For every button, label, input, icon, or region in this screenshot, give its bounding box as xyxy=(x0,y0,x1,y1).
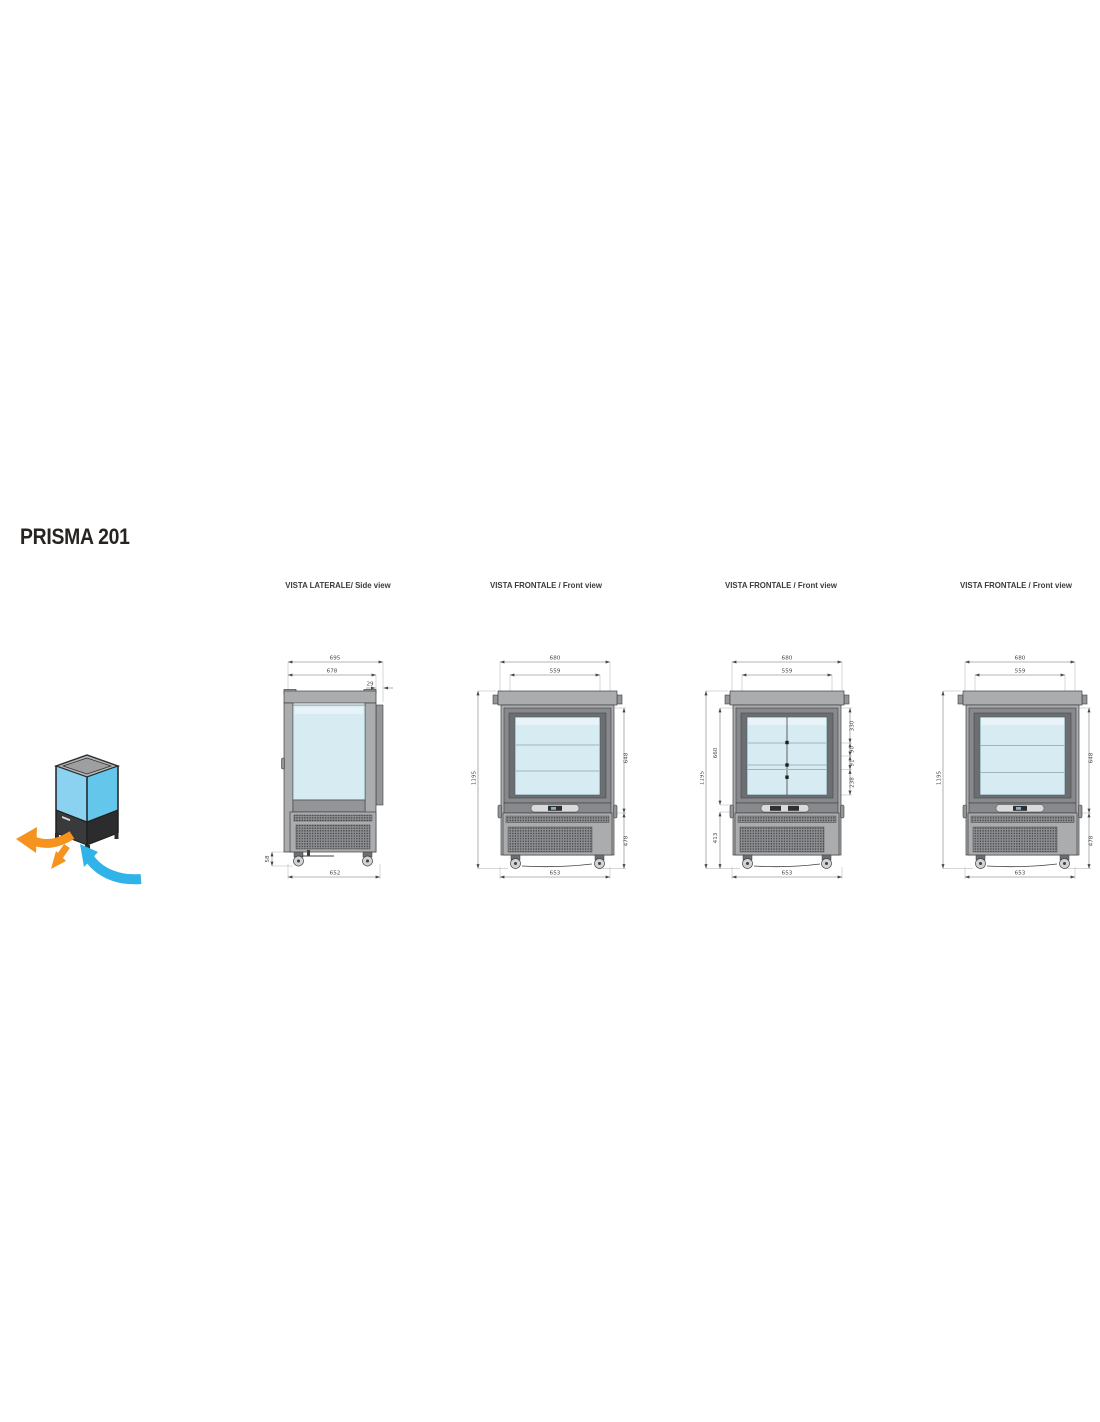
vent-grille-strip xyxy=(738,816,836,823)
cabinet-front-view-1 xyxy=(493,691,622,869)
view-label-front-3: VISTA FRONTALE / Front view xyxy=(960,580,1072,590)
dim-f1-width-bottom: 653 xyxy=(549,870,561,877)
dim-side-caster-height: 58 xyxy=(265,855,271,863)
airflow-icon xyxy=(12,750,162,890)
caster-left xyxy=(743,855,753,869)
drawing-front-view-2 xyxy=(700,645,870,890)
side-bumper xyxy=(730,805,734,818)
drain-bar xyxy=(522,864,592,867)
shelf-bracket xyxy=(785,776,788,779)
dim-f1-glass-width: 559 xyxy=(549,668,561,675)
vent-grille xyxy=(296,825,370,849)
side-bumper xyxy=(282,758,285,769)
drain-bar xyxy=(987,864,1057,867)
control-panel xyxy=(761,805,809,813)
side-bumper xyxy=(841,805,845,818)
dim-f3-lower-height: 478 xyxy=(1088,835,1095,847)
dim-f3-height-overall: 1195 xyxy=(936,770,943,786)
side-bumper xyxy=(498,805,502,818)
cabinet-front-view-2 xyxy=(725,691,849,869)
dim-f2-width-overall: 680 xyxy=(781,655,793,662)
dim-f2-glass-width: 559 xyxy=(781,668,793,675)
caster-right xyxy=(595,855,605,869)
dim-f3-width-overall: 680 xyxy=(1014,655,1026,662)
dim-side-back-offset: 29 xyxy=(366,681,374,688)
shelf-bracket xyxy=(785,763,788,766)
view-label-front-1: VISTA FRONTALE / Front view xyxy=(490,580,602,590)
caster-rear xyxy=(363,852,373,866)
side-bumper xyxy=(963,805,967,818)
dim-f2-shelf-seg-2: 90 xyxy=(849,745,856,754)
top-cap xyxy=(963,691,1082,705)
drawing-front-view-1 xyxy=(470,645,645,890)
dim-side-width-overall: 695 xyxy=(329,655,341,662)
drawing-front-view-3 xyxy=(935,645,1100,890)
top-cap xyxy=(730,691,844,705)
vent-grille-strip xyxy=(506,816,609,823)
dim-f3-width-bottom: 653 xyxy=(1014,870,1026,877)
dim-f3-upper-height: 648 xyxy=(1088,752,1095,764)
vent-grille xyxy=(508,827,592,852)
vent-grille-strip xyxy=(971,816,1074,823)
glass-side-panel xyxy=(293,705,365,800)
air-in-arrow xyxy=(80,844,141,879)
dim-side-width-bottom: 652 xyxy=(329,870,341,877)
vent-grille xyxy=(973,827,1057,852)
side-bumper xyxy=(1079,805,1083,818)
dim-side-width-body: 678 xyxy=(326,668,338,675)
view-label-side: VISTA LATERALE/ Side view xyxy=(285,580,391,590)
view-label-front-2: VISTA FRONTALE / Front view xyxy=(725,580,837,590)
dim-f3-glass-width: 559 xyxy=(1014,668,1026,675)
shelf-bracket xyxy=(785,741,788,744)
dim-f2-upper-height: 660 xyxy=(713,747,719,759)
dim-f1-width-overall: 680 xyxy=(549,655,561,662)
air-out-arrowhead-left xyxy=(16,827,37,853)
side-bumper xyxy=(614,805,618,818)
page-title: PRISMA 201 xyxy=(20,524,130,549)
leg xyxy=(115,833,119,839)
cabinet-front-view-3 xyxy=(958,691,1087,869)
top-cap xyxy=(284,691,376,703)
dim-f2-shelf-seg-3: 91 xyxy=(849,759,856,767)
dim-f2-height-overall: 1195 xyxy=(700,770,706,786)
top-cap xyxy=(498,691,617,705)
glass-front-panel xyxy=(515,717,600,795)
vent-grille xyxy=(740,827,824,852)
caster-right xyxy=(1060,855,1070,869)
dim-f1-upper-height: 648 xyxy=(623,752,630,764)
dim-f1-lower-height: 478 xyxy=(623,835,630,847)
dim-f2-lower-height: 413 xyxy=(713,832,719,844)
caster-left xyxy=(976,855,986,869)
caster-front xyxy=(294,852,304,866)
drain-bar xyxy=(754,864,820,867)
controller-display xyxy=(788,806,799,811)
glass-front-panel xyxy=(980,717,1065,795)
dim-f2-shelf-seg-1: 330 xyxy=(849,720,856,732)
back-panel xyxy=(376,705,383,805)
cabinet-side-view xyxy=(282,690,384,867)
dim-f2-width-bottom: 653 xyxy=(781,870,793,877)
caster-right xyxy=(822,855,832,869)
controller-display xyxy=(770,806,781,811)
drawing-side-view xyxy=(262,645,412,890)
vent-grille-strip xyxy=(294,815,372,821)
caster-left xyxy=(511,855,521,869)
dim-f1-height-overall: 1195 xyxy=(471,770,478,786)
dim-f2-shelf-seg-4: 238 xyxy=(849,777,856,788)
